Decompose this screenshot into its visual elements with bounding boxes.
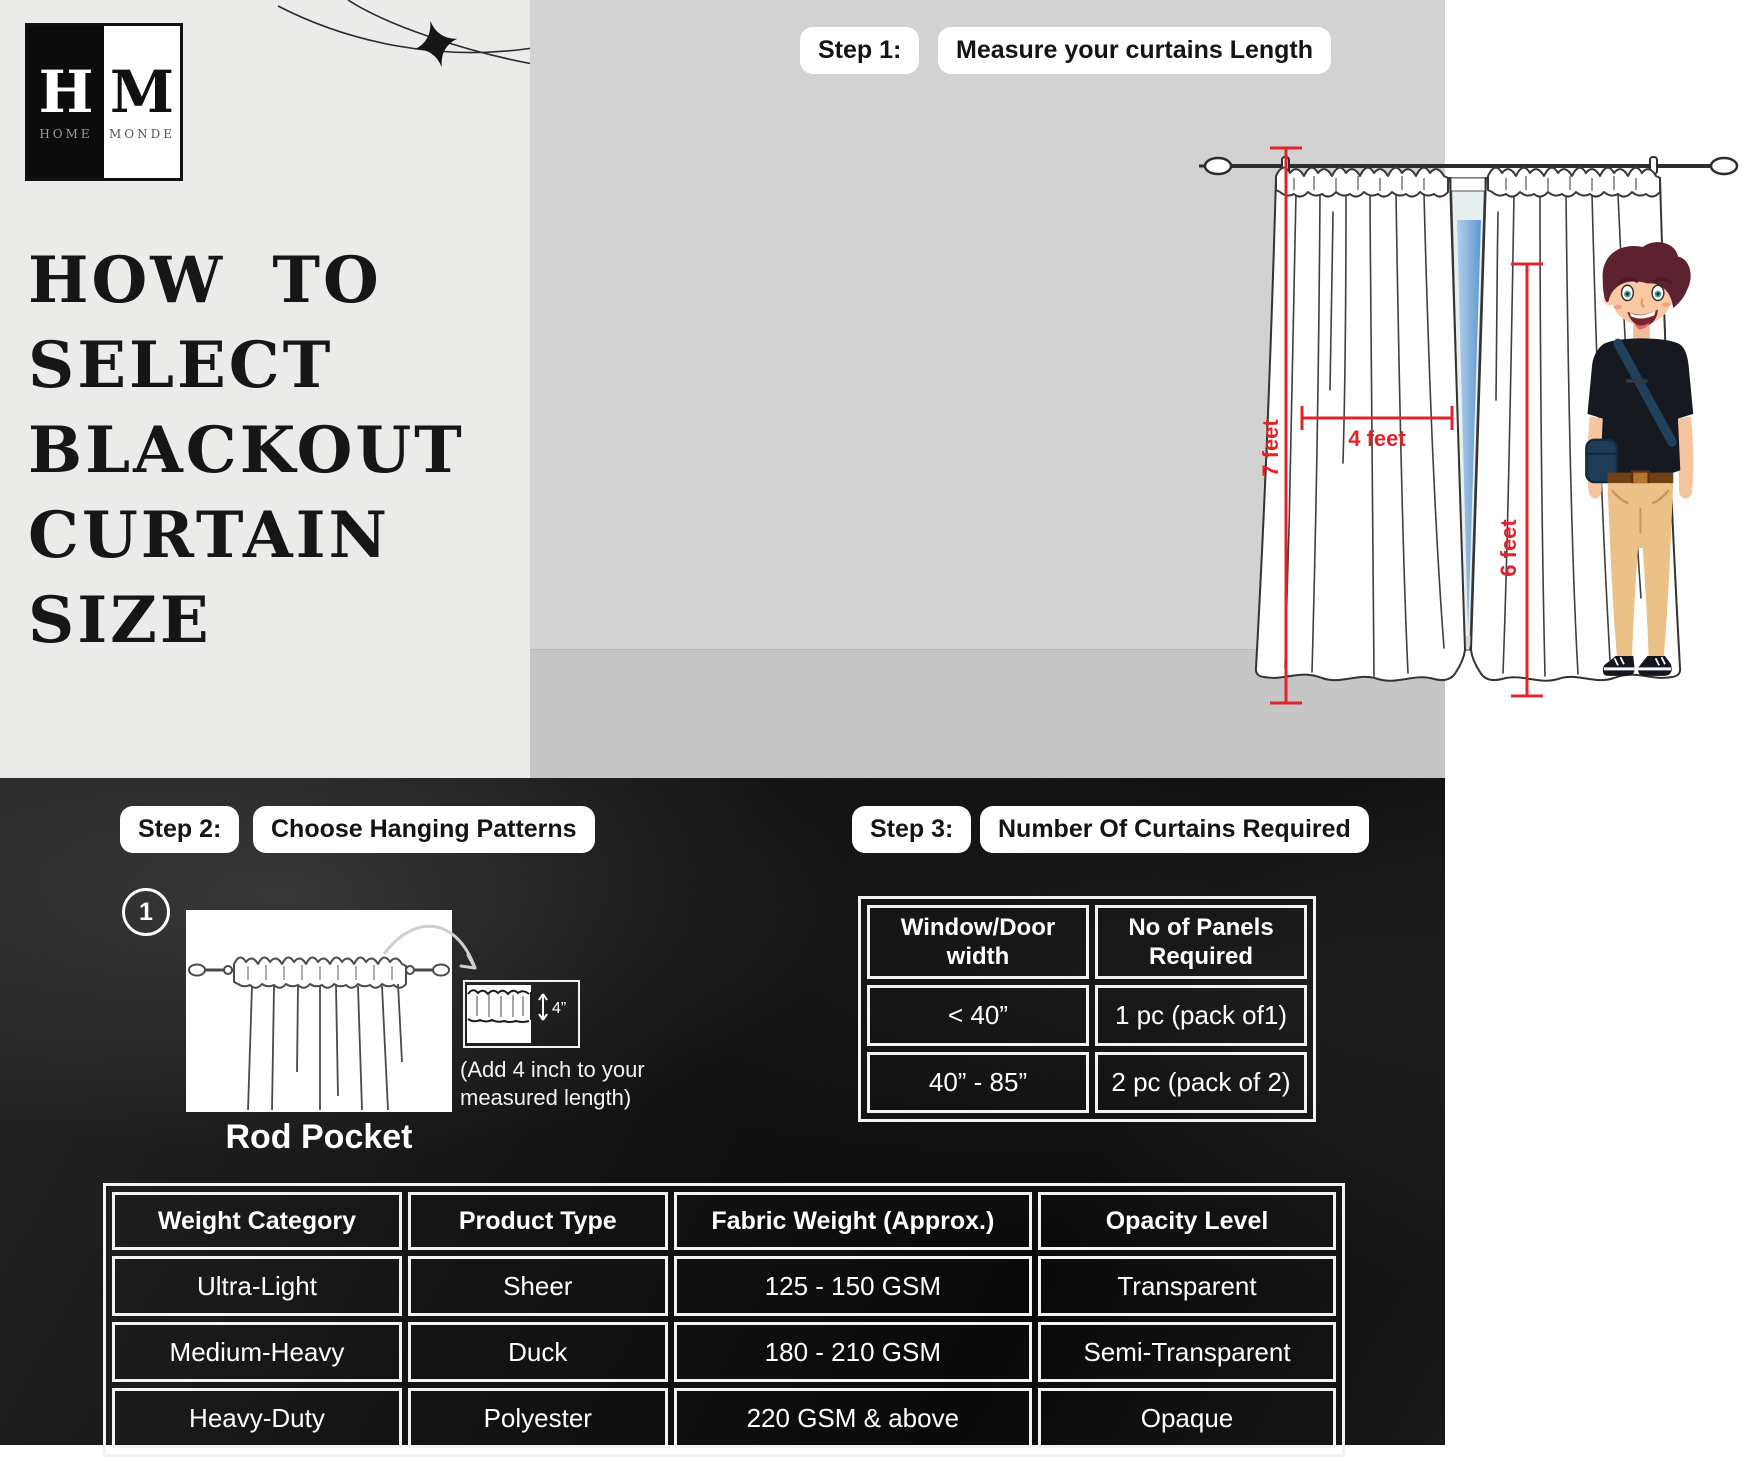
logo-letter-h: H — [38, 58, 94, 126]
table-row — [867, 1052, 1307, 1113]
col-window-width: Window/Door width — [867, 905, 1089, 979]
curtain-measurement-illustration — [1198, 128, 1743, 713]
table-header-row — [867, 905, 1307, 979]
table-cell: 40” - 85” — [867, 1052, 1089, 1113]
table-cell: Ultra-Light — [112, 1256, 402, 1316]
title-line: SIZE — [28, 583, 212, 658]
table-cell: 180 - 210 GSM — [674, 1322, 1032, 1382]
table-row — [112, 1322, 1336, 1382]
table-cell: Semi-Transparent — [1038, 1322, 1336, 1382]
col-weight-category: Weight Category — [112, 1192, 402, 1250]
table-cell: Medium-Heavy — [112, 1322, 402, 1382]
panels-required-table — [858, 896, 1316, 1122]
logo-word-home: HOME — [39, 127, 93, 141]
sparkle-decoration-icon — [278, 0, 533, 100]
table-cell: 125 - 150 GSM — [674, 1256, 1032, 1316]
rod-pocket-inset-detail — [465, 982, 578, 1046]
table-cell: Heavy-Duty — [112, 1388, 402, 1448]
table-row — [112, 1388, 1336, 1448]
rod-pocket-inset-box — [463, 980, 580, 1048]
pattern-name-label: Rod Pocket — [225, 1118, 413, 1156]
pattern-note-line1: (Add 4 inch to your — [460, 1057, 645, 1082]
table-row — [112, 1256, 1336, 1316]
step3-badge: Step 3: — [852, 806, 971, 853]
col-fabric-weight: Fabric Weight (Approx.) — [674, 1192, 1032, 1250]
arrow-to-inset-icon — [372, 906, 497, 986]
table-cell: Polyester — [408, 1388, 668, 1448]
brand-logo — [25, 23, 183, 181]
title-line: SELECT — [28, 328, 334, 403]
table-cell: Transparent — [1038, 1256, 1336, 1316]
table-cell: Sheer — [408, 1256, 668, 1316]
person-measure-label: 6 feet — [1496, 519, 1521, 577]
steps-2-3-panel — [0, 778, 1445, 1445]
table-cell: 220 GSM & above — [674, 1388, 1032, 1448]
table-row — [867, 985, 1307, 1046]
title-line: CURTAIN — [28, 498, 391, 573]
left-panel — [0, 0, 530, 778]
height-measure-label: 7 feet — [1258, 419, 1283, 477]
title-line: BLACKOUT — [28, 413, 465, 488]
gathered-band — [1276, 168, 1448, 197]
table-cell: 2 pc (pack of 2) — [1095, 1052, 1307, 1113]
page-title — [28, 238, 518, 663]
inset-measure-label: 4” — [552, 1000, 567, 1017]
step2-label: Choose Hanging Patterns — [253, 806, 595, 853]
logo-letter-m: M — [109, 58, 175, 126]
step3-label: Number Of Curtains Required — [980, 806, 1369, 853]
table-header-row — [112, 1192, 1336, 1250]
col-panels-required: No of Panels Required — [1095, 905, 1307, 979]
table-cell: < 40” — [867, 985, 1089, 1046]
logo-word-monde: MONDE — [108, 127, 175, 141]
width-measure-label: 4 feet — [1348, 426, 1406, 451]
table-cell: 1 pc (pack of1) — [1095, 985, 1307, 1046]
col-opacity-level: Opacity Level — [1038, 1192, 1336, 1250]
step1-label: Measure your curtains Length — [938, 27, 1331, 74]
table-cell: Duck — [408, 1322, 668, 1382]
col-product-type: Product Type — [408, 1192, 668, 1250]
pattern-note-line2: measured length) — [460, 1085, 632, 1110]
pattern-number-badge: 1 — [122, 888, 170, 936]
table-cell: Opaque — [1038, 1388, 1336, 1448]
title-line: HOW TO — [28, 243, 382, 318]
pattern-note — [460, 1056, 740, 1112]
logo-right-half — [104, 26, 180, 178]
fabric-weight-table — [103, 1183, 1345, 1457]
step1-badge: Step 1: — [800, 27, 919, 74]
step2-badge: Step 2: — [120, 806, 239, 853]
step1-panel — [530, 0, 1521, 778]
logo-left-half — [28, 26, 104, 178]
